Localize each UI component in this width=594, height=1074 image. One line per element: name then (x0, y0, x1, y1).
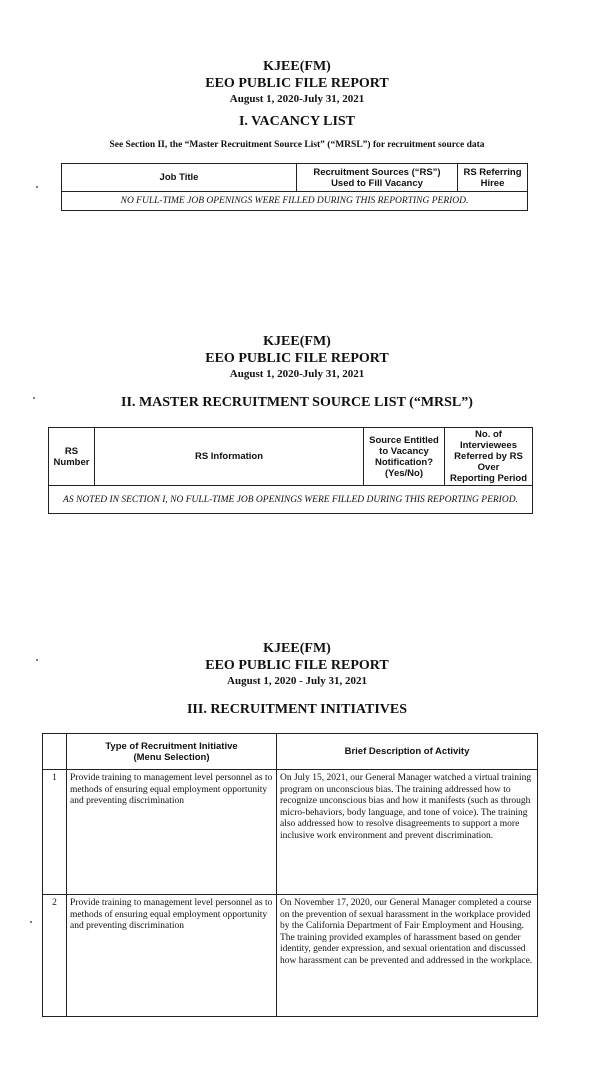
col-activity-description: Brief Description of Activity (277, 734, 538, 770)
activity-description: On November 17, 2020, our General Manager completed a course on the prevention of sexual harassment in the workplace provided by the California Department of Fair Employment and Housing. The training provided examples of harassment based on gender identity, gender expression, and sexual orientation and discussed how harassment can be prevented and addressed in the workplace. (277, 895, 538, 1017)
col-interviewees-line4: Reporting Period (449, 473, 528, 484)
section2-title: II. MASTER RECRUITMENT SOURCE LIST (“MRSL”) (121, 395, 473, 410)
col-interviewees-line1: No. of Interviewees (459, 429, 518, 451)
recruitment-initiatives-table (42, 733, 538, 1017)
col-recruitment-sources (297, 164, 458, 192)
initiative-type: Provide training to management level personnel as to methods of ensuring equal employment opportunity and preventing discrimination (67, 895, 277, 1017)
col-rs-number (49, 428, 95, 486)
col-rs-number-line2: Number (53, 456, 90, 468)
col-rs-referring-line1: RS Referring (463, 166, 522, 178)
section3-title: III. RECRUITMENT INITIATIVES (186, 702, 408, 717)
report-title: EEO PUBLIC FILE REPORT (205, 351, 389, 366)
table-row (43, 895, 538, 1017)
section3-header (0, 640, 594, 688)
report-period: August 1, 2020-July 31, 2021 (229, 93, 365, 105)
section1-header (0, 58, 594, 106)
report-period: August 1, 2020 - July 31, 2021 (227, 675, 367, 687)
col-rs-information: RS Information (95, 428, 364, 486)
activity-description: On July 15, 2021, our General Manager watched a virtual training program on unconscious bias. The training addressed how to recognize unconscious bias and how it manifests (such as through micro-behaviors, body language, and tone of voice). The training also addressed how to resolve disagreements to support a more inclusive work environment and prevent discrimination. (277, 770, 538, 895)
col-recruitment-sources-line1: Recruitment Sources (“RS”) (313, 166, 441, 178)
col-initiative-type (67, 734, 277, 770)
col-source-entitled-line4: (Yes/No) (384, 467, 423, 479)
scan-speck (36, 659, 38, 661)
scan-speck (36, 186, 38, 188)
col-job-title: Job Title (62, 164, 297, 192)
row-number: 2 (43, 895, 67, 1017)
mrsl-empty-note: AS NOTED IN SECTION I, NO FULL-TIME JOB OPENINGS WERE FILLED DURING THIS REPORTING PERIOD. (49, 486, 533, 514)
col-initiative-type-line1: Type of Recruitment Initiative (105, 740, 238, 752)
col-rs-number-line1: RS (64, 445, 79, 457)
scan-speck (33, 397, 35, 399)
row-number: 1 (43, 770, 67, 895)
table-row (43, 770, 538, 895)
scan-speck (30, 921, 32, 923)
station-name: KJEE(FM) (263, 334, 331, 349)
col-source-entitled-line1: Source Entitled (369, 434, 439, 446)
col-source-entitled-line3: Notification? (374, 456, 434, 468)
section1-title: I. VACANCY LIST (238, 114, 356, 129)
initiative-type: Provide training to management level personnel as to methods of ensuring equal employment opportunity and preventing discrimination (67, 770, 277, 895)
vacancy-empty-note: NO FULL-TIME JOB OPENINGS WERE FILLED DURING THIS REPORTING PERIOD. (62, 192, 528, 211)
col-number-header (43, 734, 67, 770)
col-initiative-type-line2: (Menu Selection) (133, 751, 210, 763)
report-title: EEO PUBLIC FILE REPORT (205, 76, 389, 91)
report-title: EEO PUBLIC FILE REPORT (205, 658, 389, 673)
section1-reference-note: See Section II, the “Master Recruitment Source List” (“MRSL”) for recruitment source data (109, 140, 485, 150)
col-source-entitled (364, 428, 445, 486)
section2-header (0, 333, 594, 381)
col-interviewees (445, 428, 533, 486)
station-name: KJEE(FM) (263, 641, 331, 656)
station-name: KJEE(FM) (263, 59, 331, 74)
vacancy-list-table (61, 163, 528, 211)
col-interviewees-line3: Over (477, 462, 500, 473)
col-recruitment-sources-line2: Used to Fill Vacancy (331, 177, 423, 189)
col-rs-referring-line2: Hiree (480, 177, 505, 189)
mrsl-table (48, 427, 533, 514)
col-rs-referring-hiree (458, 164, 528, 192)
col-source-entitled-line2: to Vacancy (379, 445, 429, 457)
col-interviewees-line2: Referred by RS (454, 451, 523, 462)
report-period: August 1, 2020-July 31, 2021 (229, 368, 365, 380)
